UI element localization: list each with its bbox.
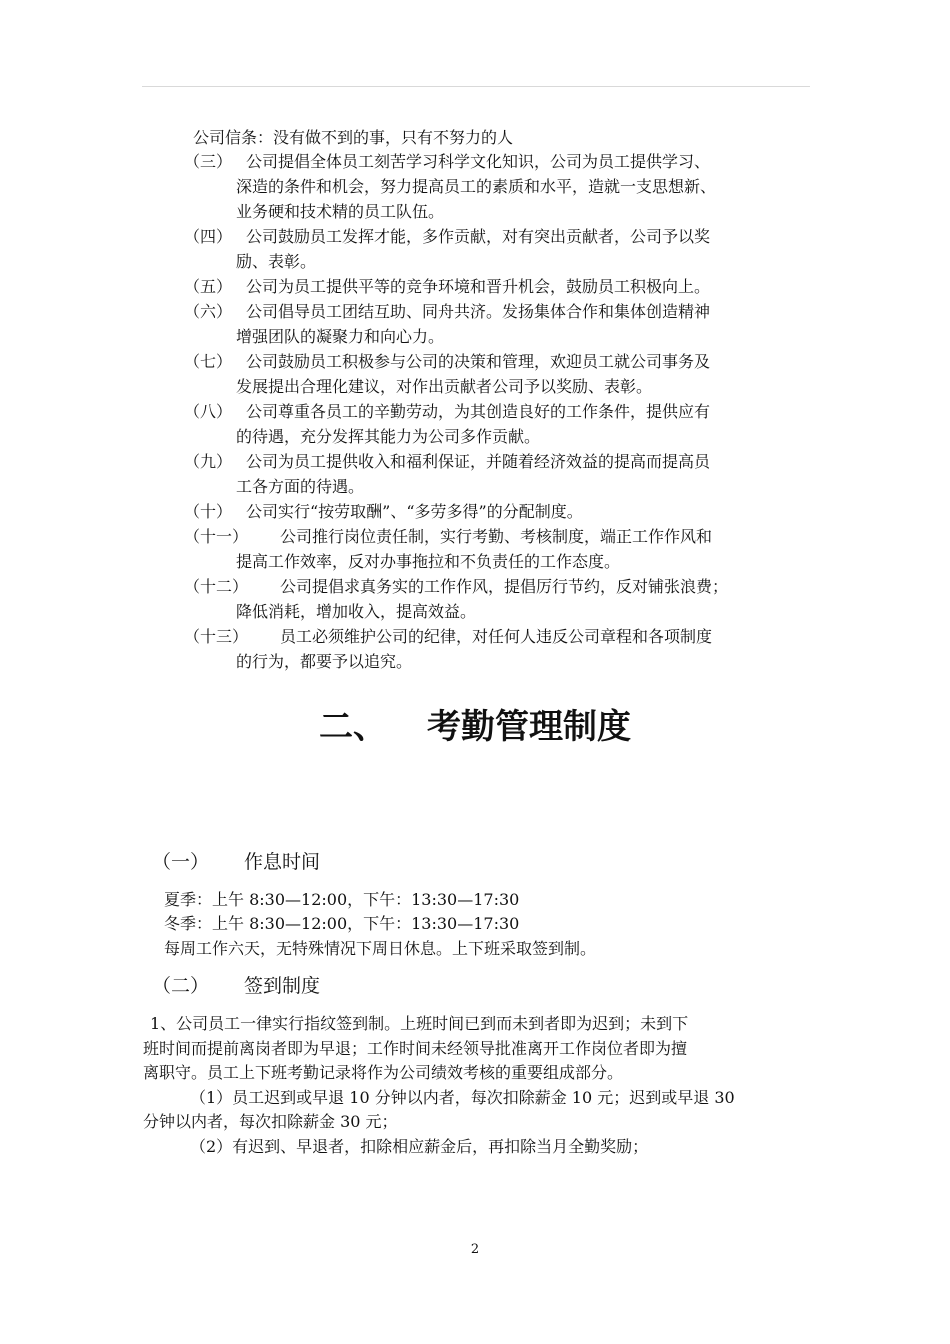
schedule-winter: 冬季：上午 8:30—12:00，下午：13:30—17:30 [164,914,520,933]
company-motto: 公司信条：没有做不到的事，只有不努力的人 [193,128,514,147]
clause-number: （五） [184,277,233,296]
clause-line: 公司实行“按劳取酬”、“多劳多得”的分配制度。 [246,502,583,521]
clause-number: （十二） [184,577,249,596]
clause-line: 公司倡导员工团结互助、同舟共济。发扬集体合作和集体创造精神 [246,302,711,321]
clause-line: 公司尊重各员工的辛勤劳动，为其创造良好的工作条件，提供应有 [246,402,711,421]
section-heading: 考勤管理制度 [427,707,631,747]
clause-line: 的待遇，充分发挥其能力为公司多作贡献。 [236,427,541,446]
clause-line: 公司提倡全体员工刻苦学习科学文化知识，公司为员工提供学习、 [246,152,711,171]
clause-number: （十三） [184,627,249,646]
clause-line: 公司鼓励员工积极参与公司的决策和管理，欢迎员工就公司事务及 [246,352,711,371]
clause-number: （六） [184,302,233,321]
clause-line: 提高工作效率，反对办事拖拉和不负责任的工作态度。 [236,552,621,571]
clause-line: 业务硬和技术精的员工队伍。 [236,202,445,221]
section-title [0,700,950,754]
clause-line: 公司为员工提供平等的竞争环境和晋升机会，鼓励员工积极向上。 [246,277,711,296]
clause-line: 发展提出合理化建议，对作出贡献者公司予以奖励、表彰。 [236,377,653,396]
section-number: 二、 [319,707,387,747]
subsection-title: 签到制度 [244,975,321,997]
clause-line: 公司鼓励员工发挥才能，多作贡献，对有突出贡献者，公司予以奖 [246,227,711,246]
clause-line: 励、表彰。 [236,252,317,271]
rule-sub-line: （2）有迟到、早退者，扣除相应薪金后，再扣除当月全勤奖励； [190,1137,649,1156]
clause-line: 公司为员工提供收入和福利保证，并随着经济效益的提高而提高员 [246,452,711,471]
clause-line: 员工必须维护公司的纪律，对任何人违反公司章程和各项制度 [280,627,713,646]
clause-line: 公司提倡求真务实的工作作风，提倡厉行节约，反对铺张浪费； [280,577,729,596]
subsection-number: （一） [152,851,210,873]
schedule-weekly: 每周工作六天，无特殊情况下周日休息。上下班采取签到制。 [164,939,597,958]
schedule-summer: 夏季：上午 8:30—12:00，下午：13:30—17:30 [164,890,520,909]
clause-number: （七） [184,352,233,371]
clause-number: （四） [184,227,233,246]
clause-number: （八） [184,402,233,421]
clause-line: 工各方面的待遇。 [236,477,365,496]
rule-line: 离职守。员工上下班考勤记录将作为公司绩效考核的重要组成部分。 [143,1063,624,1082]
rule-line: 班时间而提前离岗者即为早退；工作时间未经领导批准离开工作岗位者即为擅 [143,1039,688,1058]
clause-line: 增强团队的凝聚力和向心力。 [236,327,445,346]
subsection-number: （二） [152,975,210,997]
clause-line: 公司推行岗位责任制，实行考勤、考核制度，端正工作作风和 [280,527,713,546]
rule-sub-line: （1）员工迟到或早退 10 分钟以内者，每次扣除薪金 10 元；迟到或早退 30 [190,1088,735,1107]
clause-number: （十一） [184,527,249,546]
page-number: 2 [470,1242,480,1257]
rule-sub-line: 分钟以内者，每次扣除薪金 30 元； [143,1112,398,1131]
clause-number: （三） [184,152,233,171]
clause-line: 的行为，都要予以追究。 [236,652,413,671]
header-rule [142,86,810,87]
clause-line: 降低消耗，增加收入，提高效益。 [236,602,477,621]
clause-number: （九） [184,452,233,471]
rule-line: 1、公司员工一律实行指纹签到制。上班时间已到而未到者即为迟到；未到下 [150,1014,689,1033]
subsection-title: 作息时间 [244,851,321,873]
clause-line: 深造的条件和机会，努力提高员工的素质和水平，造就一支思想新、 [236,177,717,196]
clause-number: （十） [184,502,233,521]
